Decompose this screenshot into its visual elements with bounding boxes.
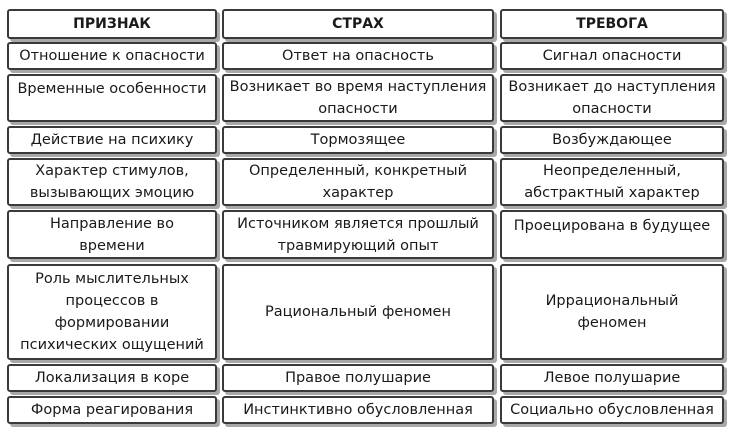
row-5-anxiety: Проецирована в будущее [500, 210, 724, 259]
row-7-feature: Локализация в коре [7, 364, 217, 392]
row-1-fear: Ответ на опасность [222, 42, 494, 70]
row-4-anxiety: Неопределенный, абстрактный характер [500, 158, 724, 206]
row-7-anxiety: Левое полушарие [500, 364, 724, 392]
row-2-feature: Временные особенности [7, 74, 217, 122]
row-4-feature: Характер стимулов, вызывающих эмоцию [7, 158, 217, 206]
row-3-anxiety: Возбуждающее [500, 126, 724, 154]
row-5-fear: Источником является прошлый травмирующий опыт [222, 210, 494, 259]
header-strakh: СТРАХ [222, 9, 494, 39]
header-trevoga: ТРЕВОГА [500, 9, 724, 39]
row-3-feature: Действие на психику [7, 126, 217, 154]
row-6-feature: Роль мыслительных процессов в формировании психических ощущений [7, 264, 217, 360]
row-2-anxiety: Возникает до наступления опасности [500, 74, 724, 122]
row-5-feature: Направление во времени [7, 210, 217, 259]
row-1-anxiety: Сигнал опасности [500, 42, 724, 70]
row-8-fear: Инстинктивно обусловленная [222, 396, 494, 424]
row-8-anxiety: Социально обусловленная [500, 396, 724, 424]
header-priznak: ПРИЗНАК [7, 9, 217, 39]
row-1-feature: Отношение к опасности [7, 42, 217, 70]
row-4-fear: Определенный, конкретный характер [222, 158, 494, 206]
row-6-anxiety: Иррациональный феномен [500, 264, 724, 360]
row-3-fear: Тормозящее [222, 126, 494, 154]
row-7-fear: Правое полушарие [222, 364, 494, 392]
row-8-feature: Форма реагирования [7, 396, 217, 424]
row-2-fear: Возникает во время наступления опасности [222, 74, 494, 122]
row-6-fear: Рациональный феномен [222, 264, 494, 360]
